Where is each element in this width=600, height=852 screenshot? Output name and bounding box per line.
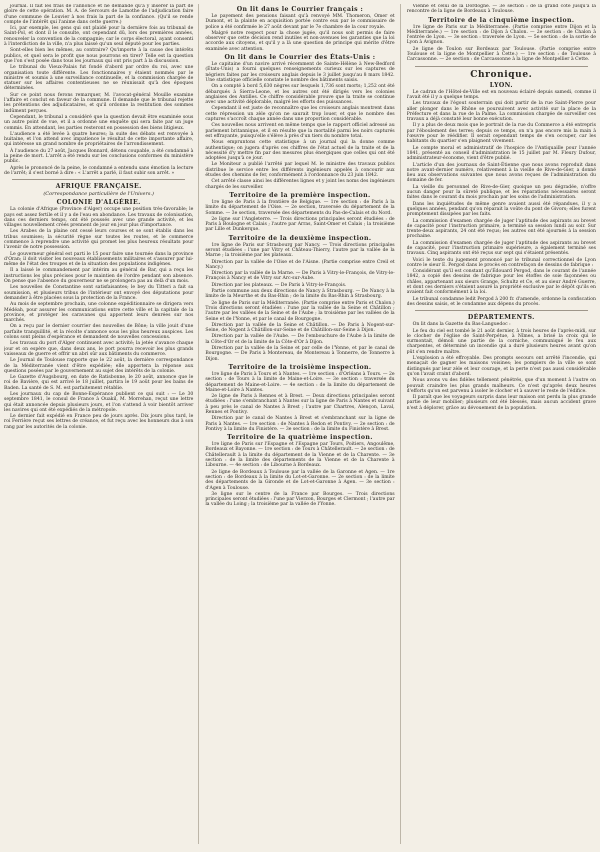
article-paragraph: Cependant il est juste de reconnaître que les croiseurs anglais montrent dans cette répression un zèle qu'on ne saurait trop louer, et que le nombre des captures s'accroît chaque année dans une proportion considérable. bbox=[205, 106, 395, 123]
article-paragraph: Nous empruntons cette statistique à un journal qui la donne comme authentique; on jugera d'après ces chiffres de l'état actuel de la traite et de la nécessité d'y mettre fin par des mesures plus énergiques que celles qui ont été adoptées jusqu'à ce jour. bbox=[205, 140, 395, 162]
article-paragraph: Direction par la vallée de la Marne. — De Paris à Vitry-le-François, de Vitry-le-François à Nancy et de Vitry sur Arc-sur-Aube. bbox=[205, 271, 395, 282]
article-paragraph: Le Moniteur a publié l'arrêté par lequel M. le ministre des travaux publics distribue le service entre les différents ingénieurs appelés à concourir aux études des chemins de fer, conformément à l'ordonnance du 23 juin 1842. bbox=[205, 162, 395, 179]
article-paragraph: Le gouverneur général est parti le 15 pour faire une tournée dans la province d'Oran; il doit visiter les nouveaux établissements militaires et s'assurer par lui-même de l'état des troupes et de la situation des populations indigènes. bbox=[4, 251, 194, 268]
section-heading: AFRIQUE FRANÇAISE. bbox=[55, 183, 142, 191]
article-paragraph: 3e ligne sur le centre de la France par Bourges. — Trois directions principales seront étudiées : l'une par Vierzon, Bourges et Clermont ; l'autre par la vallée du Loing ; la troisième par la vallée de l'Yonne. bbox=[205, 491, 395, 508]
article-paragraph: 2e ligne sur l'Angleterre. — Trois directions principales seront étudiées : de Paris à Boulogne et Calais ; l'autre par Arras, Saint-Omer et Calais ; la troisième par Lille et Dunkerque. bbox=[205, 216, 395, 233]
article-paragraph: Il paraît que les voyageurs surpris dans leur maison ont perdu la plus grande partie de leur mobilier; plusieurs ont été blessés, mais aucun accident grave n'est à déplorer, grâce au dévouement de la population. bbox=[406, 395, 596, 411]
article-paragraph: Direction par la vallée de la Seine et Châtillon. — De Paris à Nogent-sur-Seine, de Nogent à Châtillon-sur-Seine et de Châtillon-sur-Seine à Dijon. bbox=[205, 322, 395, 334]
section-heading: Territoire de la cinquième inspection. bbox=[428, 16, 575, 24]
article-paragraph: Le feu du ciel est tombé le 21 août dernier, à trois heures de l'après-midi, sur le clocher de l'église de Saint-Perpétue, à Nîmes, a brisé la croix qui le surmontait, démoli une partie de la corniche, communiqué le feu aux charpentes, et déterminé un incendie qui a duré plusieurs heures avant qu'on pût s'en rendre maître. bbox=[406, 328, 596, 355]
article-paragraph: Il a laissé le commandement par intérim au général de Bar, qui a reçu les instructions les plus précises pour le maintien de l'ordre pendant son absence. On pense que l'absence du gouverneur ne se prolongera pas au delà d'un mois. bbox=[4, 268, 194, 285]
article-paragraph: Les nouvelles de Constantine sont satisfaisantes; le bey du Titteri a fait sa soumission, et plusieurs tribus de l'intérieur ont envoyé des députations pour demander à être placées sous la protection de la France. bbox=[4, 285, 194, 301]
section-heading: LYON. bbox=[489, 81, 513, 89]
article-paragraph: La vieille du personnel de Rive-de-Gier, quoique un peu dégradée, n'offre aucun danger pour la sûreté publique, et les réparations nécessaires seront faites dans le courant du mois prochain par les soins de l'administration. bbox=[406, 184, 596, 201]
article-paragraph: 2e ligne de Paris sur la Méditerranée. (Partie comprise entre Paris et Chalon.) Trois directions seront étudiées : l'une par la vallée de la Seine et Châtillon ; l'autre par les vallées de la Seine et de l'Aube ; la troisième par les vallées de la Seine et de l'Yonne, et par le canal de Bourgogne. bbox=[205, 300, 395, 322]
article-paragraph: 1re ligne de Paris sur l'Espagne et l'Espagne par Tours, Poitiers, Angoulême, Bordeaux et Bayonne. — 1re section : de Tours à Châtellerault. — 2e section : de Châtellerault à la limite du département de la Vienne et de la Charente. — 3e section : de la limite des départements de la Vienne et de la Charente à Libourne. — 4e section : de Libourne à Bordeaux. bbox=[205, 442, 395, 469]
section-heading: Territoire de la deuxième inspection. bbox=[228, 234, 372, 242]
article-paragraph: On a reçu par le dernier courrier des nouvelles de Bône; la ville jouit d'une parfaite tranquillité, et la récolte s'annonce sous les plus heureux auspices. Les colons sont pleins d'espérance et demandent de nouvelles concessions. bbox=[4, 324, 194, 341]
article-paragraph: Sur ce point nous ferons remarquer, M. l'avocat-général Mouille examine l'affaire et conclut en faveur de la commune. Il demande que le tribunal rejette les prétentions des adjudicataires, et qu'il ordonne la restitution des sommes indûment perçues. bbox=[4, 92, 194, 114]
article-paragraph: Les Arabes de la plaine ont cessé leurs courses et se sont établis dans les tribus soumises; la sécurité règne sur toutes les routes, et le commerce commence à reprendre une activité qui promet les plus heureux résultats pour l'avenir de notre possession. bbox=[4, 229, 194, 251]
article-paragraph: 2e ligne de Toulon sur Bordeaux par Toulouse. (Partie comprise entre Toulouse et la ligne de Montpellier à Cette.) — 1re section : de Toulouse à Carcassonne. — 2e section : de Carcassonne à la ligne de Montpellier à Cette. bbox=[406, 46, 596, 63]
article-paragraph: Sont-elles bien les mêmes, au contraire? Qu'importe à la cause des intérêts publics, et quel sera le profit que nous pourrons en tirer? Telle est la question que l'on s'est posée dans tous les journaux qui ont pris part à la discussion. bbox=[4, 48, 194, 64]
article-paragraph: Le cadran de l'Hôtel-de-Ville est en nouveau éclairé depuis samedi, comme il l'avait été il y a quelque temps. bbox=[406, 89, 596, 100]
article-paragraph: Cet arrêté classe ainsi les différentes lignes et y joint les noms des ingénieurs chargés de les surveiller. bbox=[205, 179, 395, 190]
newspaper-page bbox=[4, 4, 596, 844]
article-paragraph: Le tribunal condamne ledit Pergod à 200 fr. d'amende, ordonne la confiscation des dessins saisis, et le condamne aux dépens du procès. bbox=[406, 296, 596, 307]
article-paragraph: Ici, par exemple, les gens qui ont plaidé pour la dernière fois au tribunal de Saint-Pol, et dont il le consulte, ont cependant dû, lors des premières années, renouveler la convention de la compagnie; car le corps électoral, ayant consenti à l'interdiction de la ville, n'a plus laissé qu'un seul député pour les parties. bbox=[4, 26, 194, 48]
column-2 bbox=[205, 4, 400, 844]
article-paragraph: L'explosion a été effroyable. Des prompts secours ont arrêté l'incendie, qui menaçait de gagner les maisons voisines; les pompiers de la ville se sont distingués par leur zèle et leur courage, et la perte n'est pas aussi considérable qu'on l'avait craint d'abord. bbox=[406, 356, 596, 377]
section-heading: DÉPARTEMENTS. bbox=[467, 314, 535, 322]
article-paragraph: Le Journal de Toulouse rapporte que le 22 août, la dernière correspondance de la Méditerranée vient d'être expédiée; elle apportera la réponse aux questions posées par le gouvernement au sujet des intérêts de la colonie. bbox=[4, 358, 194, 374]
article-paragraph: Dans les inquiétudes de même genre avaient aussi été répandues, il y a quelques années, pendant qu'on réparait la voûte du pont de Givors; elles furent promptement dissipées par les faits. bbox=[406, 201, 596, 218]
article-paragraph: Ces nouvelles nous arrivent en même temps que le rapport officiel adressé au parlement britannique, et il en résulte que la mortalité parmi les noirs capturés est effrayante, puisqu'elle s'élève à près d'un tiers du nombre total. bbox=[205, 123, 395, 139]
article-paragraph: journal. Il fait les frais de l'annonce et ne demande qu'à y insérer la part de gloire de cette opération. M. A. de Sercours de Lamothe de l'adjudication faire d'une commune de Louvier à nos frais la part de la confiance. (Qu'il se rende compte de l'intérêt qui l'anime dans cette guerre.) bbox=[4, 4, 194, 25]
article-paragraph: Direction par la vallée de l'Aube. — De l'embouchure de l'Aube à la limite de la Côte-d'Or et de la limite de la Côte-d'Or à Dijon. bbox=[205, 334, 395, 345]
article-paragraph: Le payement des pensions faisant qu'à renvoyé MM. Thomeron, Omer et Dumont, et la plainte en acquisition portée contre eux par le commissaire de police a été confirmée le 27 août devant par le 7e chambre de la cour royale. bbox=[205, 14, 395, 30]
article-paragraph: L'article d'un des journaux de Saint-Étienne que nous avons reproduit dans notre avant-dernier numéro, relativement à la vieille de Rive-de-Gier, a donné lieu aux observations suivantes que nous avons reçues de l'administration du domaine de fer. bbox=[406, 162, 596, 184]
section-heading: On lit dans le Courrier français : bbox=[236, 6, 364, 13]
article-paragraph: Malgré notre respect pour la chose jugée, qu'il nous soit permis de faire observer que cette décision rend inutiles et non-avenues les garanties que la loi accorde aux citoyens, et qu'il y a là une question de principe qui mérite d'être examinée avec attention. bbox=[205, 30, 395, 52]
article-paragraph: Direction par la vallée de la Seine et par celle de l'Yonne, et par le canal de Bourgogne. — De Paris à Montereau, de Montereau à Tonnerre, de Tonnerre à Dijon. bbox=[205, 346, 395, 362]
article-paragraph: Considérant qu'il est constant qu'Édouard Pergod, dans le courant de l'année 1842, a copié des dessins de fabrique pour les étoffes de soie façonnées ou châles, appartenant aux sieurs Grange, Schultz et Ce, et au sieur André Guerre, et dont ces derniers s'étaient assuré la propriété exclusive par le dépôt qu'ils en avaient fait conformément à la loi. bbox=[406, 269, 596, 296]
article-paragraph: Direction par les plateaux. — De Paris à Vitry-le-François. bbox=[211, 282, 347, 288]
article-paragraph: Direction par le canal de Nantes à Brest et s'embranchant sur la ligne de Paris à Nantes. — 1re section : de Nantes à Redon et Pontivy. — 2e section : de Pontivy à la limite du Finistère. — 3e section : de la limite du Finistère à Brest. bbox=[205, 416, 395, 432]
article-paragraph: Partie commune aux deux directions de Nancy à Strasbourg. — De Nancy à la limite de la Meurthe et du Bas-Rhin ; de la limite du Bas-Rhin à Strasbourg. bbox=[205, 289, 395, 300]
article-paragraph: Cependant, le tribunal a considéré que la question devait être examinée sous un autre point de vue, et il a ordonné une enquête qui sera faite par un juge commis. En attendant, les parties resteront en possession des biens litigieux. bbox=[4, 114, 194, 131]
section-heading: Territoire de la première inspection. bbox=[229, 191, 371, 199]
article-paragraph: Vienne et celui de la Dordogne. — 3e section : de la grand côte jusqu'à la rencontre de la ligne de Bordeaux à Toulouse. bbox=[406, 4, 596, 15]
article-paragraph: 2e ligne de Bordeaux à Toulouse par la vallée de la Garonne et Agen. — 1re section : de Bordeaux à la limite du Lot-et-Garonne. — 2e section : de la limite des départements de la Gironde et de Lot-et-Garonne à Agen. — 3e section : d'Agen à Toulouse. bbox=[205, 469, 395, 491]
divider-rule bbox=[12, 179, 185, 180]
section-heading: On lit dans le Courrier des États-Unis : bbox=[224, 54, 376, 62]
article-paragraph: Le dernier fait expédié en France peu de jours après. Dix jours plus tard, le roi Ferrière reçut ses lettres de créance, et fut reçu avec les honneurs dus à son rang par les autorités de la colonie. bbox=[4, 414, 194, 430]
article-paragraph: 2e ligne de Paris à Rennes et à Brest. — Deux directions principales seront étudiées : l'une s'embranchant à Nantes sur la ligne de Paris à Nantes et suivant à peu près le canal de Nantes à Brest ; l'autre par Chartres, Alençon, Laval, Rennes et Pontivy. bbox=[205, 394, 395, 415]
article-paragraph: Nous avons vu des fidèles tellement pénétrés, que d'un moment à l'autre on pouvait craindre les plus grands malheurs. Ce n'est qu'après deux heures d'efforts qu'on est parvenu à isoler le clocher et à sauver le reste de l'édifice. bbox=[406, 378, 596, 394]
article-paragraph: L'audience a été levée à quatre heures; la suite des débats est renvoyée à huitaine, et l'on attend avec impatience le résultat de cette importante affaire, qui intéresse un grand nombre de propriétaires de l'arrondissement. bbox=[4, 131, 194, 148]
article-paragraph: Direction par la vallée de l'Oise et de l'Aisne. (Partie comprise entre Creil et Nancy.) bbox=[205, 259, 395, 270]
section-heading: COLONIE D'ALGÉRIE. bbox=[56, 199, 141, 207]
article-paragraph: Après le prononcé de la peine, le condamné a entendu sans émotion la lecture de l'arrêt; il s'est borné à dire : « L'arrêt a parlé, il faut subir son arrêt. » bbox=[4, 165, 194, 176]
article-paragraph: 1re ligne de Paris sur la Méditerranée. (Partie comprise entre Dijon et la Méditerranée.) — 1re section : de Dijon à Chalon. — 2e section : de Chalon à l'entrée de Lyon. — 3e section : traversée de Lyon. — 5e section : de la sortie de Lyon à Avignon. bbox=[406, 24, 596, 46]
article-paragraph: La commission d'examen chargée de juger l'aptitude des aspirants au brevet de capacité pour l'instruction primaire, a terminé sa session lundi au soir. Sur trente-deux aspirants, 24 ont été reçus; les autres ont été ajournés à la session prochaine. bbox=[406, 218, 596, 240]
divider-rule bbox=[415, 66, 588, 67]
divider-rule bbox=[415, 310, 588, 311]
section-subheading: (Correspondance particulière de l'Univers.) bbox=[43, 191, 154, 198]
article-paragraph: Le tribunal du Vieux-Palais fut fondé d'abord par ordre du roi, avec une organisation toute différente. Les fonctionnaires y étaient nommés par le ministre et soumis à une surveillance continuelle, et la commission chargée de statuer sur les affaires contentieuses ne se réunissait qu'à des époques déterminées. bbox=[4, 65, 194, 92]
article-paragraph: 1re ligne de Paris à la frontière de Belgique. — 1re section : de Paris à la limite du département de l'Oise. — 2e section, traversée du département de la Somme. — 3e section, traversée des départements du Pas-de-Calais et du Nord. bbox=[205, 199, 395, 216]
chronique-title: Chronique. bbox=[470, 69, 533, 80]
article-paragraph: 1re ligne de Paris sur Strasbourg par Nancy. — Trois directions principales seront étudiées : l'une par Vitry et Château-Thierry, l'autre par la vallée de la Marne ; la troisième par les plateaux. bbox=[205, 242, 395, 259]
article-paragraph: Le Gazette d'Augsbourg, en date de Ratisbonne, le 20 août, annonce que le roi de Bavière, qui est arrivé le 18 juillet, partira le 19 août pour les bains de Baden. La santé de S. M. est parfaitement rétablie. bbox=[4, 375, 194, 391]
columns bbox=[4, 4, 596, 844]
article-paragraph: Le capitaine d'un navire arrivé récemment de Sainte-Hélène à New-Bedford (États-Unis) a fourni quelques renseignements curieux sur les captures de négriers faites par les croiseurs anglais depuis le 3 juillet jusqu'au 8 mars 1842. Une statistique officielle constate le nombre des bâtiments saisis. bbox=[205, 62, 395, 83]
article-paragraph: Les journaux du cap de Bonne-Espérance publient ce qui suit : — Le 30 septembre 1841, le consul de France à Ouakil, M. Morrehan, reçut une lettre qui était annoncée depuis plusieurs jours, et l'on s'attend à voir bientôt arriver les navires qui ont été expédiés de la métropole. bbox=[4, 392, 194, 413]
column-1 bbox=[4, 4, 199, 844]
article-paragraph: La commission d'examen chargée de juger l'aptitude des aspirants au brevet de capacité, pour l'instruction primaire supérieure, a également terminé ses travaux. Cinq aspirants ont été reçus sur sept qui s'étaient présentés. bbox=[406, 240, 596, 257]
section-heading: Territoire de la troisième inspection. bbox=[228, 363, 372, 371]
article-paragraph: Le compte moral et administratif de l'hospice de l'Antiquaille pour l'année 1841, présenté au conseil d'administration le 15 juillet par M. Fleury Dufour, administrateur-économe, vient d'être publié. bbox=[406, 145, 596, 162]
article-paragraph: Les travaux de l'égout souterrain qui doit partir de la rue Saint-Pierre pour aller plonger dans le Rhône se poursuivent avec activité sur la place de la Préfecture et dans la rue de la Palme. La commission chargée de surveiller ces travaux a déjà constaté leur bonne exécution. bbox=[406, 101, 596, 123]
article-paragraph: À l'audience du 27 août, Jacques Bonnard, détenu coupable, a été condamné à la peine de mort. L'arrêt a été rendu sur les conclusions conformes du ministère public. bbox=[4, 148, 194, 165]
article-paragraph: 1re ligne de Paris à Tours et à Nantes. — 1re section : d'Orléans à Tours. — 2e section : de Tours à la limite de Maine-et-Loire. — 3e section : traversée du département de Maine-et-Loire. — 4e section : de la limite du département de Maine-et-Loire à Nantes. bbox=[205, 371, 395, 393]
article-paragraph: Voici le texte du jugement prononcé par le tribunal correctionnel de Lyon contre le sieur E. Pergod dans le procès en contrefaçon de dessins de fabrique : bbox=[406, 257, 596, 268]
article-paragraph: On a compté à bord 5,630 nègres sur lesquels 1,736 sont morts; 1,252 ont été débarqués à Sierra-Leone, et les autres ont été dirigés vers les colonies anglaises des Antilles. Ce chiffre considérable prouve que la traite se continue avec une activité déplorable, malgré les efforts des puissances. bbox=[205, 84, 395, 106]
article-paragraph: La colonie d'Afrique (Province d'Alger) occupe une position très-favorable; le pays est assez fertile et il y a de l'eau en abondance. Les travaux de colonisation, dans ces derniers temps, ont été poussés avec une grande activité, et les villages nouvellement créés prennent de jour en jour plus d'importance. bbox=[4, 207, 194, 229]
article-paragraph: Les travaux du port d'Alger continuent avec activité; la jetée s'avance chaque jour et on espère que, dans deux ans, le port pourra recevoir les plus grands vaisseaux de guerre et offrir un abri sûr aux bâtiments du commerce. bbox=[4, 341, 194, 357]
column-3 bbox=[407, 4, 596, 844]
article-paragraph: On lit dans la Gazette du Bas-Languedoc : bbox=[412, 322, 511, 328]
article-paragraph: Il y a plus de deux mois que le portrait de la rue du Commerce a été entrepris par l'éboulement des terres; depuis ce temps, on n'a pas encore mis la main à l'œuvre pour le réédifier. Il serait cependant temps de s'en occuper, car les habitants du quartier s'en plaignent vivement. bbox=[406, 123, 596, 145]
article-paragraph: Au mois de septembre prochain, une colonne expéditionnaire se dirigera vers Médéah, pour assurer les communications entre cette ville et la capitale de la province, et protéger les caravanes qui apportent leurs denrées sur nos marchés. bbox=[4, 302, 194, 324]
section-heading: Territoire de la quatrième inspection. bbox=[227, 434, 373, 442]
